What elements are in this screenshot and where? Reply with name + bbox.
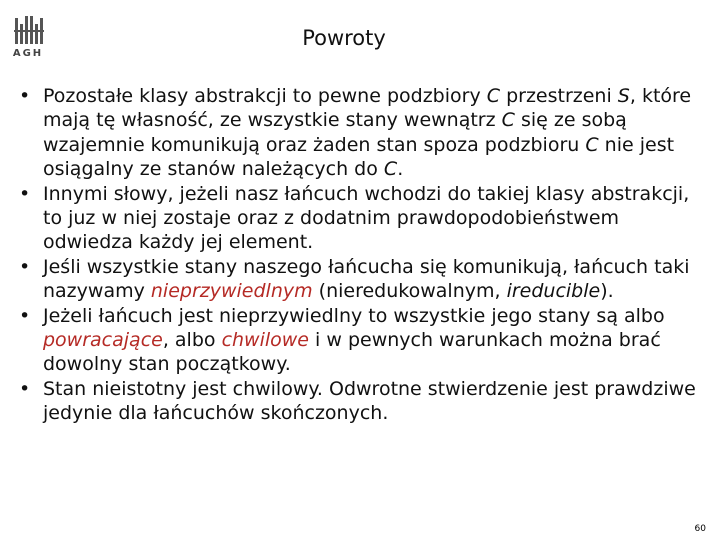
bullet-text: nie jest osiągalny ze stanów należących do (43, 133, 675, 181)
bullet-text: Innymi słowy, jeżeli nasz łańcuch wchodzi do takiej klasy abstrakcji, to juz w niej zostaje oraz z dodatnim prawdopodobieństwem odwiedza każdy jej element. (43, 182, 690, 254)
italic-text: C (585, 133, 599, 156)
page-number: 60 (694, 524, 706, 534)
bullet-text: ). (600, 280, 614, 303)
bullet-text: Stan nieistotny jest chwilowy. Odwrotne stwierdzenie jest prawdziwe jedynie dla łańcuchów skończonych. (43, 377, 696, 425)
bullet-text: i w pewnych warunkach można brać dowolny stan początkowy. (43, 329, 661, 376)
bullet-text: przestrzeni (500, 85, 618, 107)
bullet-text: się ze sobą wzajemnie komunikują oraz żaden stan spoza podzbioru (43, 109, 627, 156)
emphasized-term: nieprzywiedlnym (150, 280, 313, 303)
logo-text: AGH (12, 48, 44, 59)
bullet-item (18, 255, 708, 304)
bullet-item (18, 182, 708, 255)
bullet-text: (nieredukowalnym, (312, 280, 507, 303)
bullet-text: , które mają tę własność, ze wszystkie stany wewnątrz (43, 85, 692, 132)
bullet-list (18, 84, 708, 426)
bullet-text: , albo (162, 329, 222, 352)
bullet-text: . (397, 158, 404, 181)
italic-text: ireducible (506, 280, 601, 303)
slide-title-text: Powroty (302, 26, 386, 50)
italic-text: C (486, 85, 501, 107)
emphasized-term: powracające (43, 329, 163, 352)
bullet-item (18, 377, 708, 426)
bullet-item (18, 84, 708, 182)
bullet-text: Jeżeli łańcuch jest nieprzywiedlny to wszystkie jego stany są albo (43, 304, 665, 327)
emphasized-term: chwilowe (221, 329, 310, 352)
bullet-item (18, 304, 708, 377)
italic-text: C (383, 158, 398, 181)
italic-text: S (617, 85, 630, 107)
bullet-text: Pozostałe klasy abstrakcji to pewne podzbiory (43, 85, 487, 107)
slide-title (0, 26, 720, 50)
bullet-text: Jeśli wszystkie stany naszego łańcucha się komunikują, łańcuch taki nazywamy (43, 255, 690, 303)
italic-text: C (501, 109, 515, 132)
